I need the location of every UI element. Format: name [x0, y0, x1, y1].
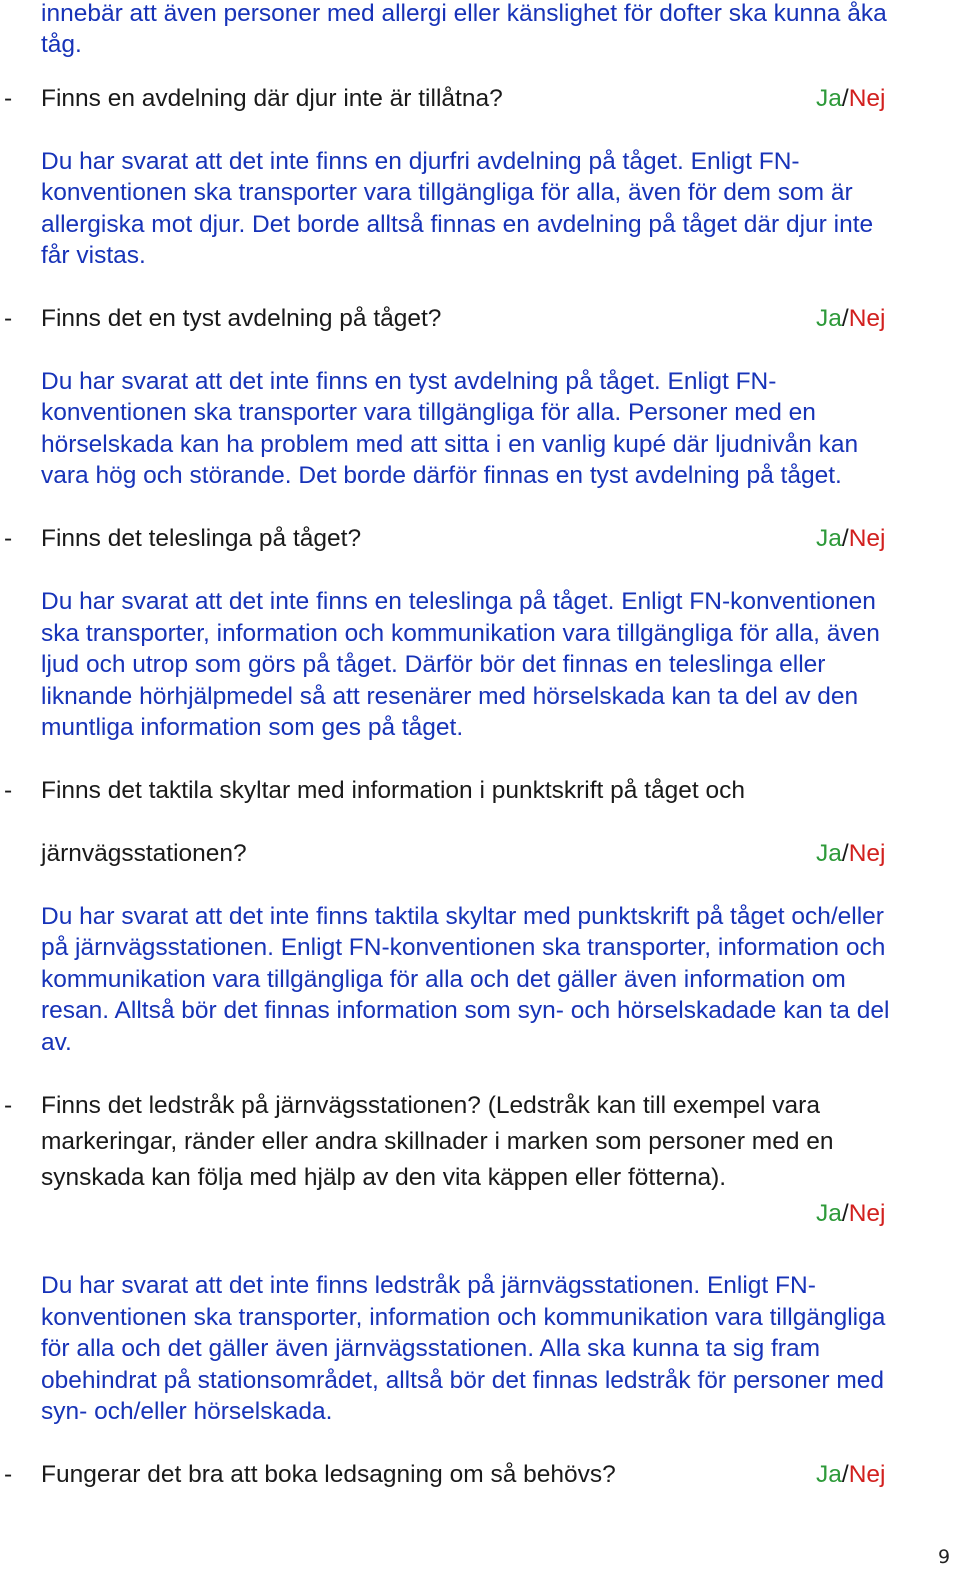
response-line: konventionen ska transporter vara tillgängliga för alla, även för dem som är	[41, 179, 853, 206]
yes-option[interactable]: Ja	[816, 305, 842, 332]
intro-line: tåg.	[41, 31, 82, 58]
response-line: allergiska mot djur. Det borde alltså finnas en avdelning på tåget där djur inte	[41, 211, 874, 238]
yes-no-choice[interactable]	[816, 1200, 885, 1228]
response-line: av.	[41, 1029, 72, 1056]
no-option[interactable]: Nej	[848, 840, 886, 867]
yes-no-choice[interactable]	[816, 305, 885, 333]
response-line: för alla och det gäller även järnvägsstationen. Alla ska kunna ta sig fram	[41, 1335, 820, 1362]
choice-separator: /	[841, 1461, 849, 1488]
response-line: ska transporter, information och kommunikation vara tillgängliga för alla, även	[41, 620, 880, 647]
yes-option[interactable]: Ja	[816, 1200, 842, 1227]
response-line: Du har svarat att det inte finns en teleslinga på tåget. Enligt FN-konventionen	[41, 588, 876, 615]
yes-option[interactable]: Ja	[816, 840, 842, 867]
yes-no-choice[interactable]	[816, 525, 885, 553]
intro-line: innebär att även personer med allergi eller känslighet för dofter ska kunna åka	[41, 0, 887, 27]
response-line: ljud och utrop som görs på tåget. Därför bör det finnas en teleslinga eller	[41, 651, 826, 678]
question-text: Finns det en tyst avdelning på tåget?	[41, 305, 442, 332]
choice-separator: /	[841, 1200, 849, 1227]
yes-option[interactable]: Ja	[816, 1461, 842, 1488]
response-line: liknande hörhjälpmedel så att resenärer med hörselskada kan ta del av den	[41, 683, 859, 710]
response-line: hörselskada kan ha problem med att sitta i en vanlig kupé där ljudnivån kan	[41, 431, 859, 458]
page-number: 9	[938, 1546, 951, 1568]
question-dash: -	[4, 85, 13, 112]
response-line: Du har svarat att det inte finns en djurfri avdelning på tåget. Enligt FN-	[41, 148, 800, 175]
question-dash: -	[4, 305, 13, 332]
question-text: Fungerar det bra att boka ledsagning om så behövs?	[41, 1461, 616, 1488]
no-option[interactable]: Nej	[848, 305, 886, 332]
question-text: Finns en avdelning där djur inte är tillåtna?	[41, 85, 503, 112]
response-line: kommunikation vara tillgängliga för alla och det gäller även information om	[41, 966, 846, 993]
yes-no-choice[interactable]	[816, 85, 885, 113]
yes-option[interactable]: Ja	[816, 85, 842, 112]
question-dash: -	[4, 525, 13, 552]
no-option[interactable]: Nej	[848, 85, 886, 112]
response-line: Du har svarat att det inte finns ledstråk på järnvägsstationen. Enligt FN-	[41, 1272, 816, 1299]
response-line: syn- och/eller hörselskada.	[41, 1398, 333, 1425]
question-text: Finns det ledstråk på järnvägsstationen? (Ledstråk kan till exempel vara	[41, 1092, 820, 1119]
response-line: på järnvägsstationen. Enligt FN-konventionen ska transporter, information och	[41, 934, 886, 961]
response-line: muntliga information som ges på tåget.	[41, 714, 464, 741]
choice-separator: /	[841, 85, 849, 112]
question-text: synskada kan följa med hjälp av den vita käppen eller fötterna).	[41, 1164, 727, 1191]
question-text: markeringar, ränder eller andra skillnader i marken som personer med en	[41, 1128, 834, 1155]
choice-separator: /	[841, 305, 849, 332]
choice-separator: /	[841, 840, 849, 867]
response-line: konventionen ska transporter, information och kommunikation vara tillgängliga	[41, 1304, 886, 1331]
response-line: resan. Alltså bör det finnas information som syn- och hörselskadade kan ta del	[41, 997, 890, 1024]
no-option[interactable]: Nej	[848, 525, 886, 552]
response-line: får vistas.	[41, 242, 146, 269]
no-option[interactable]: Nej	[848, 1461, 886, 1488]
yes-no-choice[interactable]	[816, 840, 885, 868]
question-text: Finns det teleslinga på tåget?	[41, 525, 362, 552]
no-option[interactable]: Nej	[848, 1200, 886, 1227]
response-line: vara hög och störande. Det borde därför finnas en tyst avdelning på tåget.	[41, 462, 842, 489]
question-dash: -	[4, 777, 13, 804]
question-text: järnvägsstationen?	[41, 840, 247, 867]
response-line: Du har svarat att det inte finns en tyst avdelning på tåget. Enligt FN-	[41, 368, 777, 395]
response-line: obehindrat på stationsområdet, alltså bör det finnas ledstråk för personer med	[41, 1367, 885, 1394]
question-text: Finns det taktila skyltar med information i punktskrift på tåget och	[41, 777, 746, 804]
choice-separator: /	[841, 525, 849, 552]
yes-no-choice[interactable]	[816, 1461, 885, 1489]
response-line: Du har svarat att det inte finns taktila skyltar med punktskrift på tåget och/eller	[41, 903, 884, 930]
question-dash: -	[4, 1092, 13, 1119]
response-line: konventionen ska transporter vara tillgängliga för alla. Personer med en	[41, 399, 816, 426]
yes-option[interactable]: Ja	[816, 525, 842, 552]
question-dash: -	[4, 1461, 13, 1488]
